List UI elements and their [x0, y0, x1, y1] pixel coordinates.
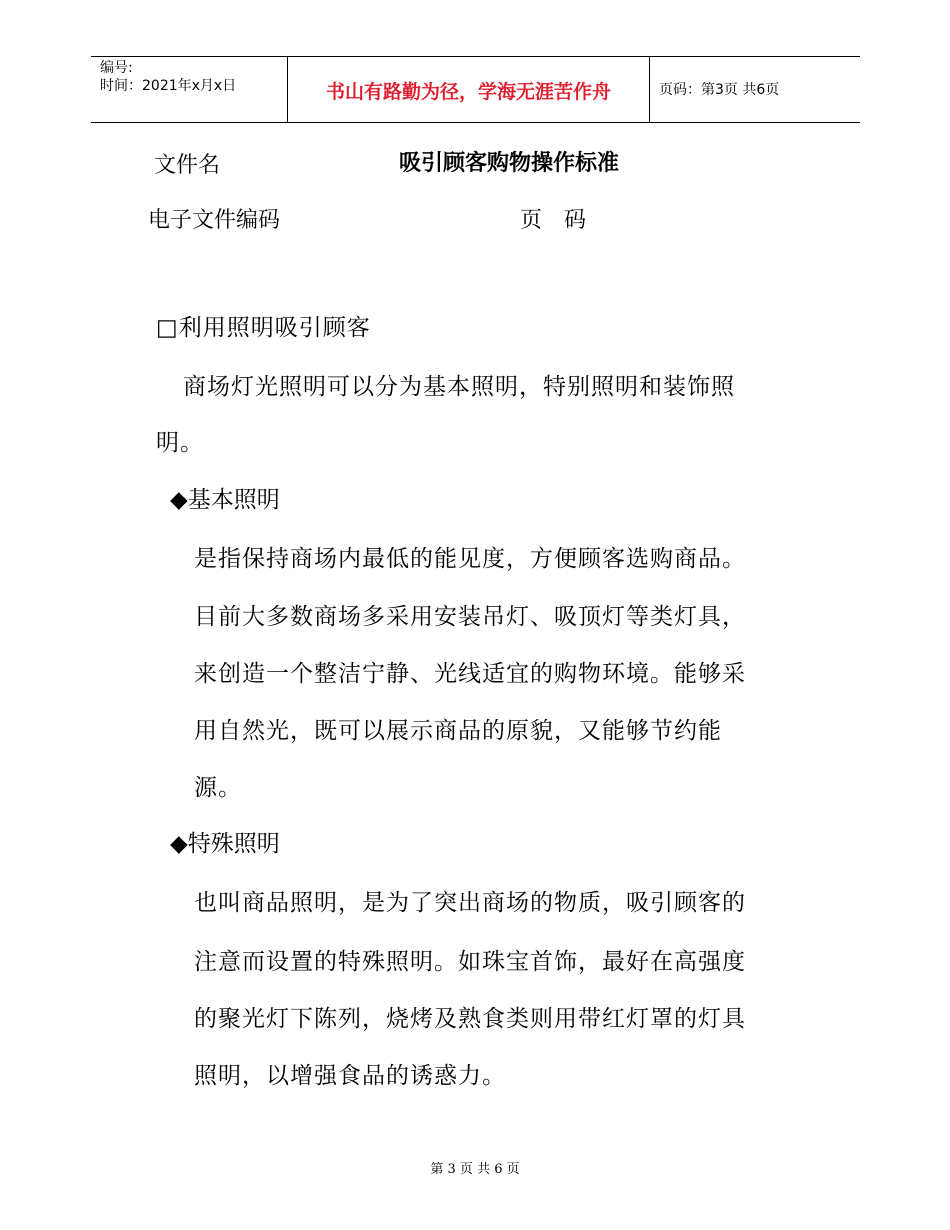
special-line: 照明，以增强食品的诱惑力。	[194, 1063, 506, 1089]
intro-line-2: 明。	[156, 430, 204, 456]
special-line: 注意而设置的特殊照明。如珠宝首饰，最好在高强度	[194, 949, 746, 975]
page-label: 页 码	[520, 208, 587, 233]
file-name-value: 吸引顾客购物操作标准	[399, 151, 620, 176]
intro-line-1: 商场灯光照明可以分为基本照明，特别照明和装饰照	[183, 374, 735, 400]
special-line: 的聚光灯下陈列，烧烤及熟食类则用带红灯罩的灯具	[194, 1006, 746, 1032]
basic-line: 来创造一个整洁宁静、光线适宜的购物环境。能够采	[194, 661, 746, 687]
header-page-info: 页码：第3页 共6页	[659, 82, 780, 98]
header-number-label: 编号:	[100, 60, 133, 76]
basic-lighting-title: ◆基本照明	[170, 487, 280, 513]
header-top-rule	[91, 56, 860, 57]
basic-line: 目前大多数商场多采用安装吊灯、吸顶灯等类灯具，	[194, 604, 746, 630]
section-title: □利用照明吸引顾客	[156, 315, 371, 341]
header-time: 时间：2021年x月x日	[100, 78, 237, 94]
special-line: 也叫商品照明，是为了突出商场的物质，吸引顾客的	[194, 890, 746, 916]
file-name-label: 文件名	[154, 153, 221, 178]
footer-page-number: 第 3 页 共 6 页	[430, 1162, 520, 1177]
basic-line: 用自然光，既可以展示商品的原貌，又能够节约能	[194, 718, 722, 744]
electronic-code-label: 电子文件编码	[148, 208, 281, 233]
basic-line: 是指保持商场内最低的能见度，方便顾客选购商品。	[194, 546, 746, 572]
special-lighting-title: ◆特殊照明	[170, 831, 280, 857]
header-bottom-rule	[91, 122, 860, 123]
basic-line: 源。	[194, 775, 242, 801]
header-divider-right	[649, 56, 650, 123]
header-motto: 书山有路勤为径，学海无涯苦作舟	[325, 81, 611, 103]
